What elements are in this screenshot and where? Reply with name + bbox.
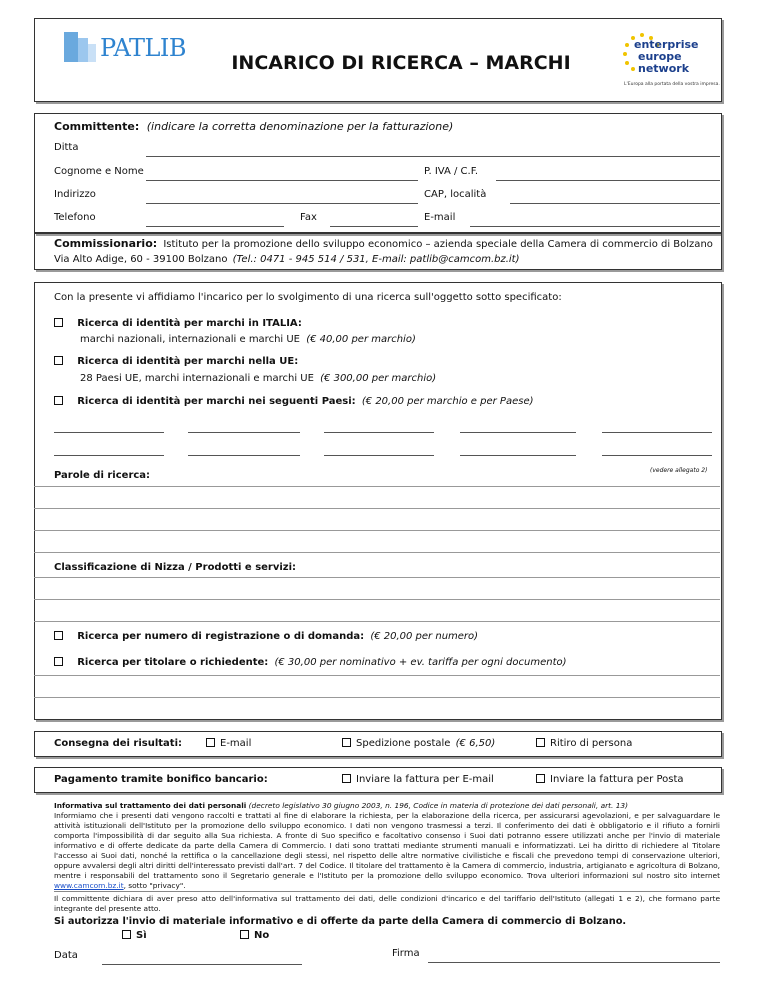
option-italia-desc [80, 334, 416, 345]
consent-yes [122, 930, 147, 941]
option-ue [54, 356, 298, 367]
indirizzo-label: Indirizzo [54, 189, 96, 200]
option-numero-price: (€ 20,00 per numero) [370, 631, 479, 642]
country-field-6[interactable] [54, 455, 164, 456]
country-field-5[interactable] [602, 432, 712, 433]
consent-yes-label: Sì [136, 930, 147, 941]
fax-field[interactable] [330, 226, 418, 227]
option-titolare-title: Ricerca per titolare o richiedente: [77, 657, 269, 668]
checkbox-consent-no[interactable] [240, 930, 249, 939]
patlib-logo-text: PATLIB [100, 34, 187, 62]
checkbox-paesi[interactable] [54, 396, 63, 405]
pagamento-posta-label: Inviare la fattura per Posta [550, 774, 684, 785]
nizza-row-1[interactable] [34, 577, 720, 578]
commissionario-name: Istituto per la promozione dello sviluppo economico – azienda speciale della Camera di commercio di Bolzano [163, 239, 713, 250]
titolare-row-2[interactable] [34, 697, 720, 698]
committente-label: Committente: [54, 120, 140, 133]
firma-field[interactable] [428, 962, 720, 963]
option-ue-price: (€ 300,00 per marchio) [320, 373, 437, 384]
country-field-2[interactable] [188, 432, 300, 433]
email-label: E-mail [424, 212, 456, 223]
checkbox-fattura-email[interactable] [342, 774, 351, 783]
nizza-row-2[interactable] [34, 599, 720, 600]
piva-label: P. IVA / C.F. [424, 166, 479, 177]
een-logo-line2: europe [638, 50, 682, 63]
nizza-row-3[interactable] [34, 621, 720, 622]
consegna-label: Consegna dei risultati: [54, 738, 183, 749]
commissionario-text [54, 236, 714, 267]
checkbox-numero[interactable] [54, 631, 63, 640]
data-field[interactable] [102, 964, 302, 965]
parole-row-1[interactable] [34, 486, 720, 487]
fax-label: Fax [300, 212, 317, 223]
option-paesi-title: Ricerca di identità per marchi nei seguenti Paesi: [77, 396, 356, 407]
commissionario-label: Commissionario: [54, 237, 158, 250]
consegna-posta [342, 738, 495, 749]
consent-text: Si autorizza l'invio di materiale informativo e di offerte da parte della Camera di commercio di Bolzano. [54, 916, 627, 927]
pagamento-label: Pagamento tramite bonifico bancario: [54, 774, 268, 785]
option-paesi [54, 396, 534, 407]
option-numero [54, 631, 478, 642]
option-ue-title: Ricerca di identità per marchi nella UE: [77, 356, 299, 367]
cap-label: CAP, località [424, 189, 487, 200]
privacy-title-ref: (decreto legislativo 30 giugno 2003, n. 196, Codice in materia di protezione dei dati personali, art. 13) [248, 801, 629, 810]
committente-note: Il committente dichiara di aver preso atto dell'informativa sul trattamento dei dati, delle condizioni d'incarico e del tariffario dell'Istituto (allegati 1 e 2), che formano parte integrante del presente atto. [54, 894, 720, 913]
een-logo-line3: network [638, 62, 690, 75]
data-label: Data [54, 950, 78, 961]
nizza-label: Classificazione di Nizza / Prodotti e servizi: [54, 562, 297, 573]
consent-no-label: No [254, 930, 270, 941]
checkbox-consegna-email[interactable] [206, 738, 215, 747]
incarico-intro: Con la presente vi affidiamo l'incarico per lo svolgimento di una ricerca sull'oggetto sotto specificato: [54, 292, 562, 303]
option-titolare [54, 657, 567, 668]
ditta-label: Ditta [54, 142, 79, 153]
checkbox-consegna-ritiro[interactable] [536, 738, 545, 747]
consegna-ritiro-label: Ritiro di persona [550, 738, 633, 749]
option-italia [54, 318, 302, 329]
option-italia-price: (€ 40,00 per marchio) [306, 334, 416, 345]
page-title: INCARICO DI RICERCA – MARCHI [231, 52, 571, 74]
country-field-10[interactable] [602, 455, 712, 456]
privacy-body: Informiamo che i presenti dati vengono raccolti e trattati al fine di elaborare la richiesta, per la elaborazione della ricerca, per assicurarsi agevolazioni, e per salvaguardare le attività istituzionali dell'Istituto per la promozione dello sviluppo economico. I dati non vengono trasmessi a terzi. Il conferimento dei dati è obbligatorio e il rifiuto a fornirli comporta l'impossibilità di dar seguito alla Sua richiesta. A fronte di Suo specifico e facoltativo consenso i Suoi dati potranno essere utilizzati anche per l'invio di materiale informativo e di offerte dedicate da parte della Camera di Commercio. I dati sono trattati mediante strumenti manuali e informatizzati. Lei ha diritto di richiedere al Titolare l'accesso ai Suoi dati, nonché la rettifica o la cancellazione degli stessi, nel rispetto delle altre normative civilistiche e fiscali che prevedono tempi di conservazione ulteriori, oppure avvalersi degli altri diritti dell'interessato previsti dall'art. 7 del Codice. Il titolare del trattamento è la Camera di commercio, industria, artigianato e agricoltura di Bolzano, mentre i responsabili del trattamento sono il Segretario generale e l'Istituto per la promozione dello sviluppo economico. Trova ulteriori informazioni sul nostro sito internet [54, 811, 720, 880]
firma-label: Firma [392, 948, 420, 959]
consegna-posta-label: Spedizione postale [356, 738, 451, 749]
een-logo-tagline: L'Europa alla portata della vostra impresa. [624, 82, 720, 87]
checkbox-consegna-posta[interactable] [342, 738, 351, 747]
commissionario-contact: (Tel.: 0471 - 945 514 / 531, E-mail: patlib@camcom.bz.it) [232, 254, 520, 265]
parole-note: (vedere allegato 2) [650, 467, 708, 474]
option-ue-desc [80, 373, 436, 384]
consegna-email [206, 738, 251, 749]
pagamento-posta [536, 774, 684, 785]
parole-row-4[interactable] [34, 552, 720, 553]
cap-field[interactable] [510, 203, 720, 204]
pagamento-email-label: Inviare la fattura per E-mail [356, 774, 494, 785]
option-titolare-price: (€ 30,00 per nominativo + ev. tariffa per ogni documento) [274, 657, 567, 668]
checkbox-fattura-posta[interactable] [536, 774, 545, 783]
pagamento-email [342, 774, 494, 785]
privacy-body-end: , sotto "privacy". [123, 881, 186, 890]
privacy-divider [54, 891, 720, 892]
option-numero-title: Ricerca per numero di registrazione o di domanda: [77, 631, 365, 642]
consegna-email-label: E-mail [220, 738, 252, 749]
parole-label: Parole di ricerca: [54, 470, 151, 481]
consegna-posta-price: (€ 6,50) [455, 738, 496, 749]
piva-field[interactable] [496, 180, 720, 181]
country-field-9[interactable] [460, 455, 576, 456]
country-field-1[interactable] [54, 432, 164, 433]
country-field-8[interactable] [324, 455, 434, 456]
consegna-ritiro [536, 738, 632, 749]
checkbox-consent-yes[interactable] [122, 930, 131, 939]
privacy-text [54, 801, 720, 891]
checkbox-ue[interactable] [54, 356, 63, 365]
patlib-logo [64, 30, 196, 66]
incarico-box [34, 282, 722, 720]
committente-note: (indicare la corretta denominazione per la fatturazione) [146, 120, 454, 133]
privacy-title: Informativa sul trattamento dei dati personali [54, 801, 247, 810]
checkbox-titolare[interactable] [54, 657, 63, 666]
een-logo [622, 28, 720, 94]
committente-heading [54, 120, 453, 133]
titolare-row-1[interactable] [34, 675, 720, 676]
checkbox-italia[interactable] [54, 318, 63, 327]
country-field-4[interactable] [460, 432, 576, 433]
ditta-field[interactable] [146, 156, 720, 157]
option-italia-desc-text: marchi nazionali, internazionali e marchi UE [80, 334, 301, 345]
cognome-nome-field[interactable] [146, 180, 418, 181]
commissionario-address: Via Alto Adige, 60 - 39100 Bolzano [54, 254, 228, 265]
option-italia-title: Ricerca di identità per marchi in ITALIA: [77, 318, 302, 329]
telefono-field[interactable] [146, 226, 284, 227]
email-field[interactable] [470, 226, 720, 227]
een-logo-line1: enterprise [634, 38, 699, 51]
privacy-link[interactable]: www.camcom.bz.it [54, 881, 124, 890]
parole-row-2[interactable] [34, 508, 720, 509]
option-ue-desc-text: 28 Paesi UE, marchi internazionali e marchi UE [80, 373, 314, 384]
country-field-3[interactable] [324, 432, 434, 433]
cognome-nome-label: Cognome e Nome [54, 166, 144, 177]
indirizzo-field[interactable] [146, 203, 418, 204]
consent-no [240, 930, 269, 941]
parole-row-3[interactable] [34, 530, 720, 531]
telefono-label: Telefono [54, 212, 96, 223]
country-field-7[interactable] [188, 455, 300, 456]
option-paesi-price: (€ 20,00 per marchio e per Paese) [361, 396, 534, 407]
